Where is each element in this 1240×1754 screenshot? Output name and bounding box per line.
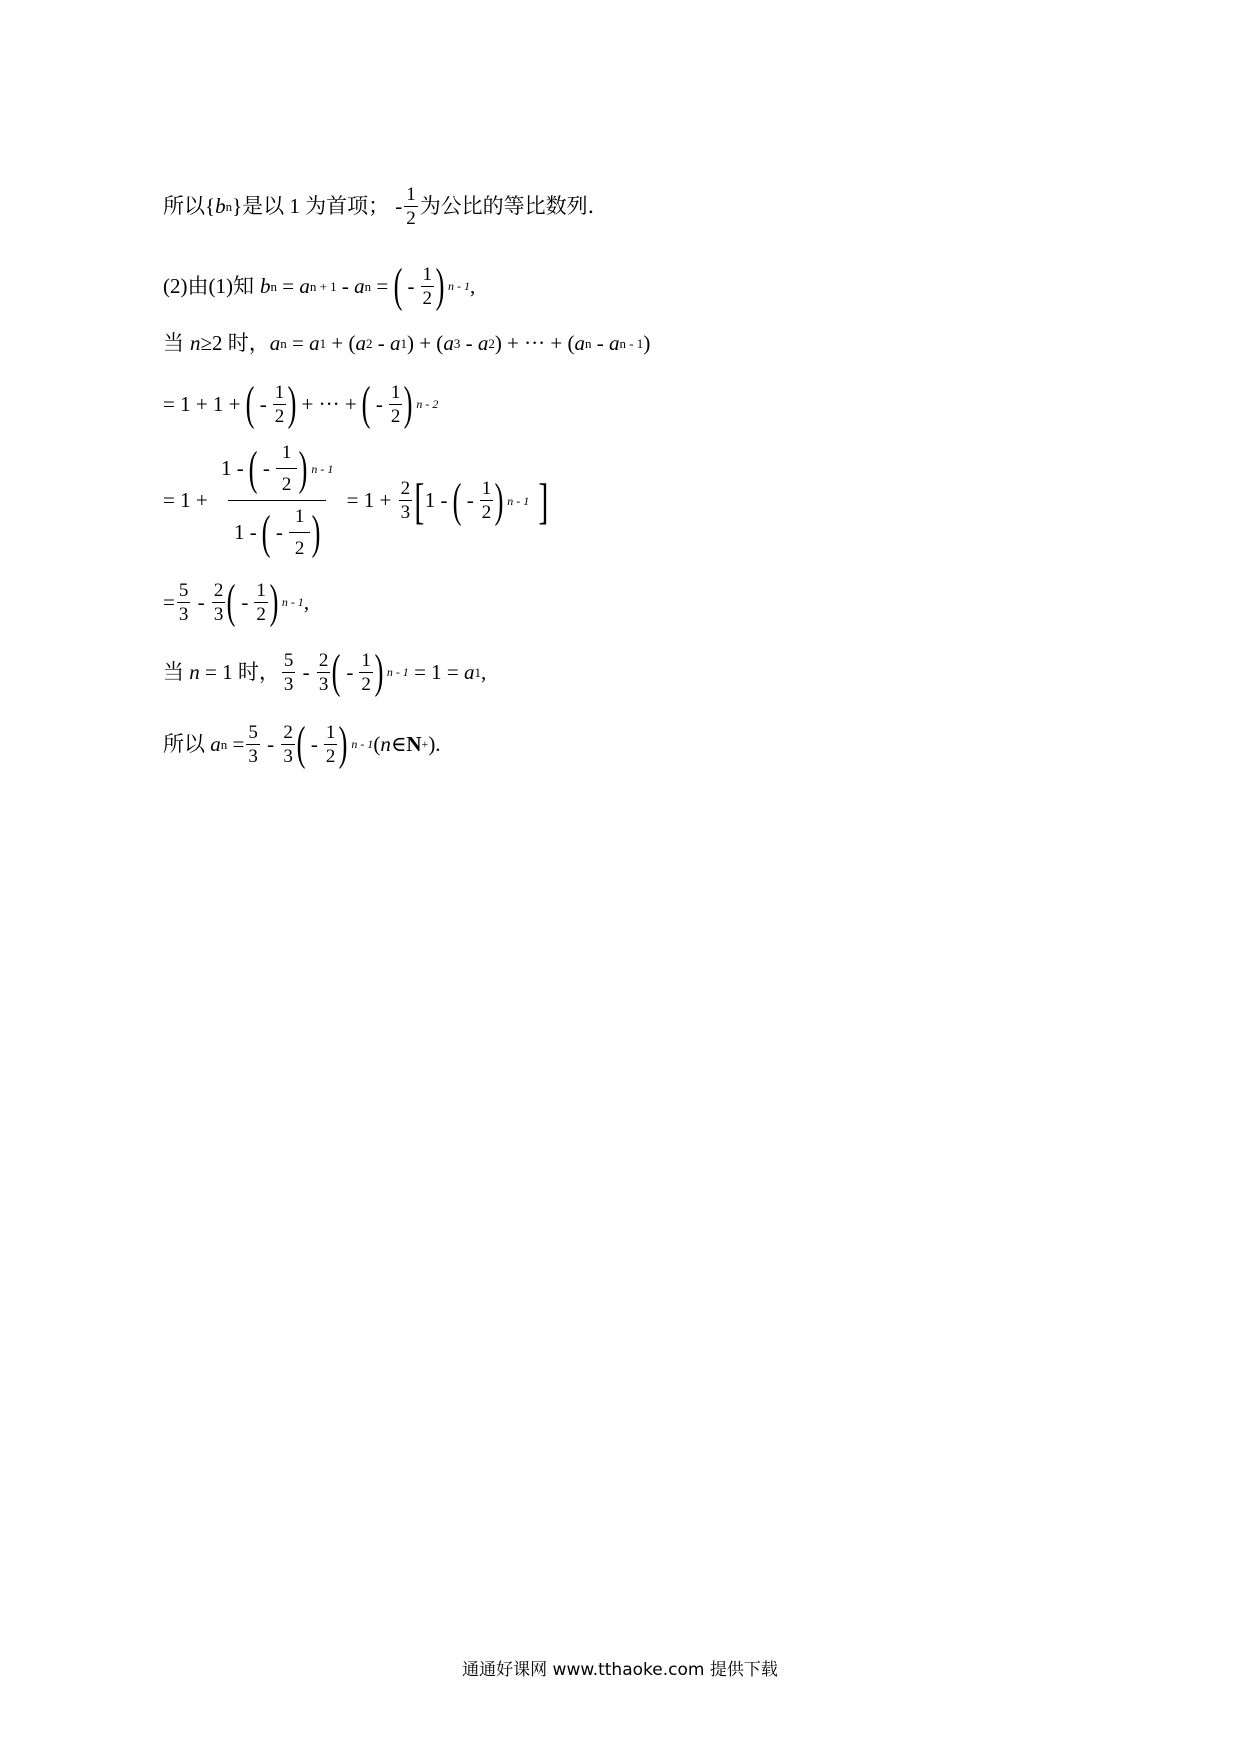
subscript: n - 1 xyxy=(619,336,644,351)
exponent: n - 1 xyxy=(351,737,374,751)
denominator: 3 xyxy=(283,673,294,695)
compound-fraction xyxy=(215,443,339,558)
text: = 1 + xyxy=(341,488,397,512)
right-paren: ) xyxy=(404,377,413,430)
numerator: 1 xyxy=(256,579,266,601)
exponent: n - 1 xyxy=(507,493,530,508)
left-paren: ( xyxy=(226,575,236,628)
text: = 1 = xyxy=(408,659,464,684)
exponent: n - 1 xyxy=(447,279,470,293)
denominator: 3 xyxy=(400,502,411,523)
text: - xyxy=(375,391,383,416)
fraction xyxy=(404,185,418,228)
text: - xyxy=(262,456,270,480)
fraction xyxy=(389,383,403,426)
text: 当 xyxy=(163,659,190,684)
text: = 1 + xyxy=(163,488,213,512)
numerator: 2 xyxy=(213,579,224,601)
superscript: + xyxy=(421,737,429,751)
left-bracket: [ xyxy=(414,472,425,529)
subscript: 2 xyxy=(488,336,495,351)
text: = xyxy=(276,273,300,298)
fraction xyxy=(317,651,331,694)
text: }是以 1 为首项； xyxy=(232,194,390,218)
right-paren: ) xyxy=(494,473,504,527)
numerator: 5 xyxy=(178,579,189,601)
var: b xyxy=(259,273,271,298)
denominator: 2 xyxy=(390,405,401,427)
subscript: n xyxy=(584,336,592,351)
var: a xyxy=(210,731,221,756)
fraction xyxy=(282,651,296,694)
numerator: 2 xyxy=(400,478,411,499)
numerator: 1 xyxy=(274,381,285,403)
text: + ··· + xyxy=(296,391,362,416)
var: a xyxy=(355,331,366,355)
text: - xyxy=(310,731,318,756)
fraction xyxy=(399,479,413,522)
fraction xyxy=(281,723,295,766)
denominator: 2 xyxy=(256,603,266,625)
text: = xyxy=(163,589,175,614)
text: - xyxy=(407,273,415,298)
text: ). xyxy=(428,731,441,756)
fraction xyxy=(254,581,268,624)
text: 所以 xyxy=(163,194,205,218)
text: + ( xyxy=(326,331,356,355)
var: a xyxy=(309,331,320,355)
subscript: n xyxy=(220,736,228,752)
subscript: n xyxy=(364,278,372,294)
exponent: n - 1 xyxy=(386,665,409,679)
text-line-7 xyxy=(163,645,487,698)
subscript: n xyxy=(270,278,277,294)
var: a xyxy=(443,331,454,355)
denominator: 3 xyxy=(318,673,329,695)
left-paren: ( xyxy=(248,441,258,495)
text-line-2 xyxy=(163,259,476,312)
subscript: n xyxy=(225,199,233,214)
denominator: 3 xyxy=(248,745,258,767)
right-paren: ) xyxy=(312,505,321,559)
left-paren: ( xyxy=(261,505,271,559)
text: - xyxy=(460,331,478,355)
text: 1 - xyxy=(233,520,262,544)
subscript: 1 xyxy=(400,336,407,351)
var: a xyxy=(354,273,365,298)
denominator: 3 xyxy=(213,603,224,625)
text: , xyxy=(303,589,310,614)
text: - xyxy=(259,391,267,416)
denominator: 2 xyxy=(274,405,285,427)
right-paren: ) xyxy=(338,717,348,770)
right-paren: ) xyxy=(435,259,445,312)
exponent: n - 2 xyxy=(416,397,439,411)
numerator: 1 xyxy=(390,381,401,403)
text-line-5 xyxy=(163,443,549,558)
text: = xyxy=(286,331,310,355)
fraction xyxy=(289,507,311,558)
denominator: 2 xyxy=(289,532,311,558)
subscript: n + 1 xyxy=(309,278,337,294)
var: a xyxy=(389,331,401,355)
denominator xyxy=(228,500,326,558)
text: N xyxy=(406,731,422,756)
fraction xyxy=(480,479,494,522)
text: 当 xyxy=(163,331,184,355)
text-line-1 xyxy=(163,185,609,228)
text: (2)由(1)知 xyxy=(163,273,254,298)
numerator: 1 xyxy=(422,263,432,285)
fraction xyxy=(276,443,298,494)
exponent: n - 1 xyxy=(311,461,334,476)
numerator: 1 xyxy=(406,184,416,205)
text: - xyxy=(395,194,403,218)
text: - xyxy=(261,731,280,756)
numerator: 2 xyxy=(283,721,293,743)
var: a xyxy=(464,659,475,684)
denominator: 2 xyxy=(276,468,298,494)
var: a xyxy=(574,331,585,355)
text: - xyxy=(297,659,315,684)
left-paren: ( xyxy=(452,473,462,527)
denominator: 2 xyxy=(481,502,492,523)
exponent: n - 1 xyxy=(281,595,304,609)
var: a xyxy=(608,331,620,355)
text: - xyxy=(241,589,249,614)
var: n xyxy=(189,659,200,684)
denominator: 2 xyxy=(406,208,416,229)
text: , xyxy=(481,659,487,684)
fraction xyxy=(421,265,435,308)
numerator: 1 xyxy=(281,442,292,463)
text-line-3 xyxy=(163,333,650,354)
denominator: 2 xyxy=(361,673,371,695)
denominator: 2 xyxy=(422,287,432,309)
left-paren: ( xyxy=(331,645,341,698)
subscript: n xyxy=(280,336,287,351)
numerator: 1 xyxy=(481,478,492,499)
right-paren: ) xyxy=(287,377,297,430)
fraction xyxy=(246,723,260,766)
var: n xyxy=(190,331,201,355)
text: ) + ( xyxy=(406,331,444,355)
text-line-4 xyxy=(163,377,439,430)
text: - xyxy=(275,520,283,544)
text-line-6 xyxy=(163,575,310,628)
text: 1 - xyxy=(220,456,249,480)
left-paren: ( xyxy=(393,259,402,312)
text: - xyxy=(591,331,609,355)
text: ) + ··· + ( xyxy=(494,331,575,355)
left-paren: ( xyxy=(296,717,306,770)
text: ) xyxy=(643,331,651,355)
text: - xyxy=(192,589,210,614)
subscript: 2 xyxy=(365,336,373,351)
text: 1 - xyxy=(424,488,453,512)
text: 所以 xyxy=(163,731,211,756)
text: ∈ xyxy=(390,731,407,756)
numerator: 1 xyxy=(325,721,336,743)
numerator xyxy=(215,443,339,500)
text: - xyxy=(346,659,354,684)
right-bracket: ] xyxy=(538,472,549,529)
text: { xyxy=(205,194,216,218)
var: a xyxy=(477,331,489,355)
subscript: 3 xyxy=(453,336,461,351)
text: = 1 时， xyxy=(199,659,280,684)
footer: 通通好课网 www.tthaoke.com 提供下载 xyxy=(462,1660,778,1680)
numerator: 5 xyxy=(248,721,258,743)
subscript: 1 xyxy=(319,336,327,351)
var: b xyxy=(215,194,226,218)
var: a xyxy=(299,273,310,298)
var: a xyxy=(269,331,281,355)
numerator: 2 xyxy=(318,649,329,671)
fraction xyxy=(212,581,226,624)
left-paren: ( xyxy=(361,377,371,430)
text: ≥2 时， xyxy=(200,331,270,355)
fraction xyxy=(359,651,373,694)
var: n xyxy=(380,731,391,756)
fraction xyxy=(273,383,287,426)
denominator: 3 xyxy=(283,745,293,767)
fraction xyxy=(324,723,338,766)
numerator: 5 xyxy=(283,649,294,671)
left-paren: ( xyxy=(245,377,255,430)
denominator: 3 xyxy=(178,603,189,625)
text: 为公比的等比数列． xyxy=(419,194,609,218)
text: , xyxy=(469,273,476,298)
text: ( xyxy=(373,731,381,756)
numerator: 1 xyxy=(361,649,371,671)
text-line-8 xyxy=(163,717,441,770)
fraction xyxy=(177,581,191,624)
denominator: 2 xyxy=(325,745,336,767)
text: - xyxy=(466,488,474,512)
text: - xyxy=(336,273,355,298)
text: = xyxy=(371,273,394,298)
subscript: 1 xyxy=(474,664,481,680)
right-paren: ) xyxy=(299,441,308,495)
right-paren: ) xyxy=(374,645,384,698)
right-paren: ) xyxy=(269,575,279,628)
text: - xyxy=(372,331,390,355)
numerator: 1 xyxy=(294,506,305,527)
text: = 1 + 1 + xyxy=(163,391,246,416)
text: = xyxy=(227,731,245,756)
